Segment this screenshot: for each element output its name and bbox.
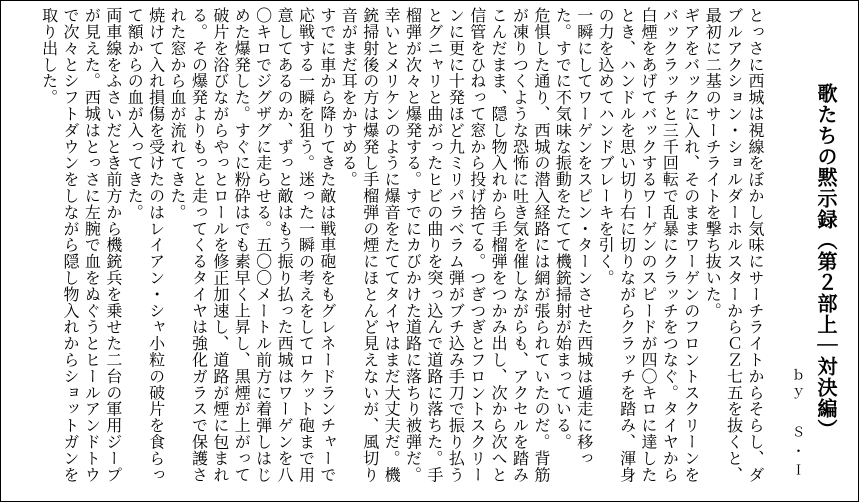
paragraph-4: 危惧した通り、西城の潜入経路には網が張られていたのだ。背筋が凍りつくような恐怖に吐き気を催しながらも、アクセルを踏みこんだまま、隠し物入れから手榴弾をつかみ出し、次から次へと信管をひねって窓から投げ捨てる。つぎつぎとフロントスクリーンに更に十発ほど九ミリパラベラム弾がブチ込み手刀で振り払うとグニャリと曲がったヒビの曲りを突っ込んで道路に落ちた。手榴弾が次々と爆発する。すでにカびかけた道路に落ちり被弾だ。幸いとメリケンのように爆音をたててタイヤはまだ大丈夫だ。機銃掃射後の方は爆発し手榴弾の煙にほとんど見えないが、風切り音がまだ耳をかすめる。 xyxy=(339,7,551,483)
paragraph-7: 両車線をふさいだとき前方から機銃兵を乗せた二台の軍用ジープが見えた。西城はとっさに左腕で血をぬぐうとヒールアンドトウで次々とシフトダウンをしながら隠し物入れからショットガンを取り出した。 xyxy=(39,7,123,483)
paragraph-1: とっさに西城は視線をぼかし気味にサーチライトからそらし、ダブルアクション・ショルダーホルスターからＣＺ七五を抜くと、最初に二基のサーチライトを撃ち抜いた。 xyxy=(703,7,765,483)
paragraph-5: すでに車から降りてきた敵は戦車砲をもグレネードランチャーで応戦する一瞬を狙う。迷った一瞬の考えをしてロケット砲まで用意してあるのか、ずっと敵はもう振り払った西城はワーゲンを八〇キロでジグザグに走らせる。五〇〇メートル前方に着弾しはじめた爆発した。すぐに粉砕はでも素早く上昇し、黒煙が上がって破片を浴びながらやっとロールを修正加速し、道路が煙に包まれる。その爆発よりもっと走ってくるタイヤは強化ガラスで保護された窓から血が流れてきた。 xyxy=(168,7,337,483)
page-title: 歌たちの黙示録（第２部上｜対決編） xyxy=(814,83,838,440)
paragraph-6: 焼けて入れ損傷を受けたのはレイアン・シャ小粒の破片を食らって額からの血が入ってきた。 xyxy=(125,7,166,483)
paragraph-2: ギアをバックに入れ、そのままワーゲンのフロントスクリーンをバックラッチと三千回転で乱暴にクラッチをつなぐ。タイヤから白煙をあげてバックするワーゲンのスピードが四〇キロに達したとき、ハンドルを思い切り右に切りながらクラッチを踏み、渾身の力を込めてハンドブレーキを引く。 xyxy=(596,7,701,483)
byline: ｂｙ Ｓ・Ｉ xyxy=(789,368,804,482)
paragraph-3: 一瞬にしてワーゲンをスピン・ターンさせた西城は遁走に移った。すでに不気味な振動をたてて機銃掃射が始まっている。 xyxy=(553,7,594,467)
body-text xyxy=(6,7,766,497)
title-block xyxy=(782,83,852,493)
